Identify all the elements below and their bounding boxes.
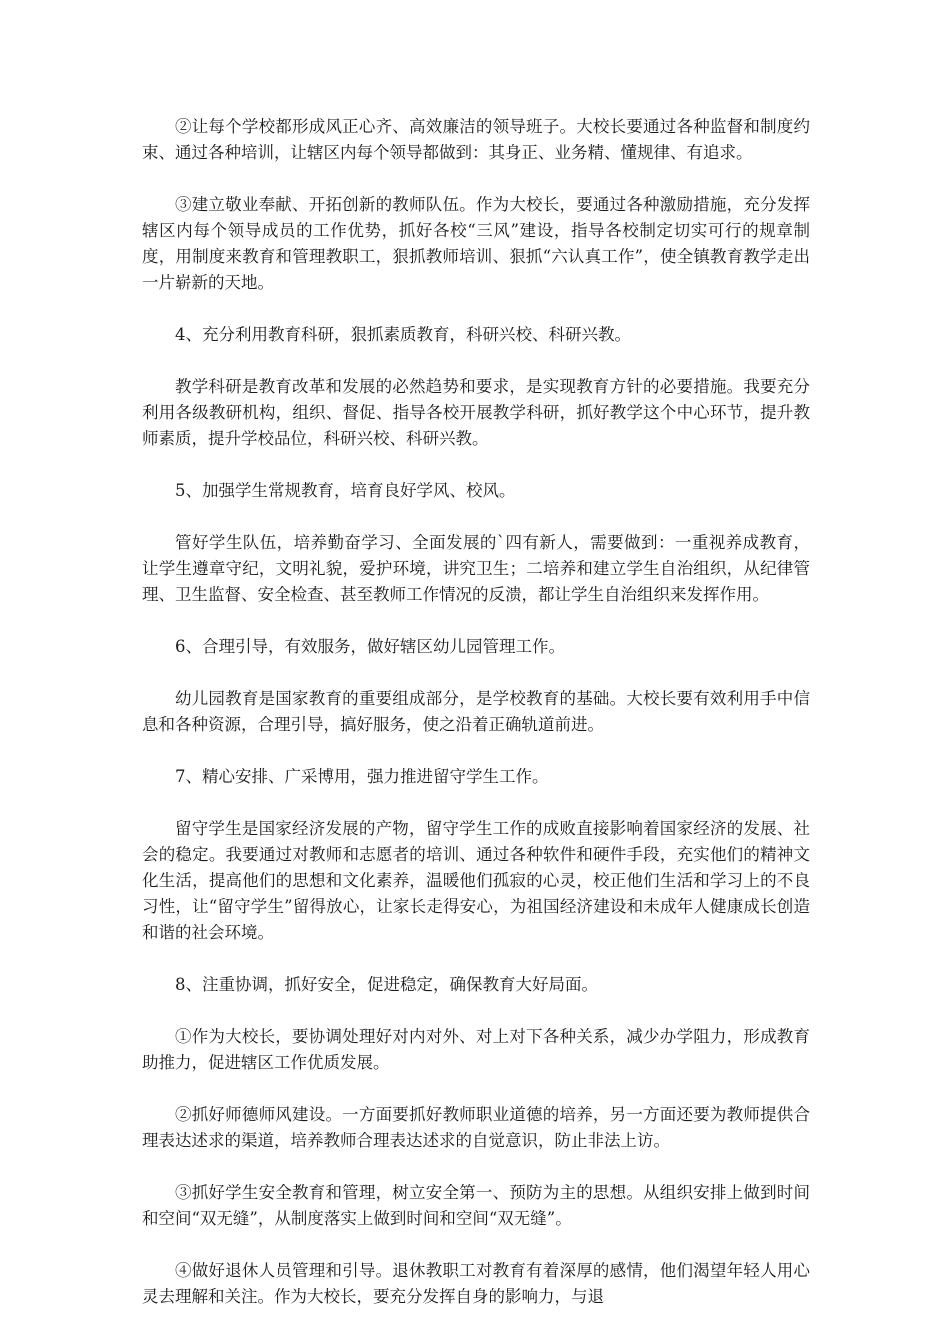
section-heading: 7、精心安排、广采博用，强力推进留守学生工作。 xyxy=(175,767,549,786)
section-heading: 4、充分利用教育科研，狠抓素质教育，科研兴校、科研兴教。 xyxy=(175,325,631,344)
paragraph: ②抓好师德师风建设。一方面要抓好教师职业道德的培养，另一方面还要为教师提供合理表达述求的渠道，培养教师合理表达述求的自觉意识，防止非法上访。 xyxy=(142,1105,810,1150)
paragraph: 管好学生队伍，培养勤奋学习、全面发展的`四有新人，需要做到：一重视养成教育，让学生遵章守纪，文明礼貌，爱护环境，讲究卫生；二培养和建立学生自治组织，从纪律管理、卫生监督、安全检查、甚至教师工作情况的反溃，都让学生自治组织来发挥作用。 xyxy=(142,533,810,604)
paragraph: ②让每个学校都形成风正心齐、高效廉洁的领导班子。大校长要通过各种监督和制度约束、通过各种培训，让辖区内每个领导都做到：其身正、业务精、懂规律、有追求。 xyxy=(142,117,810,162)
paragraph: 幼儿园教育是国家教育的重要组成部分，是学校教育的基础。大校长要有效利用手中信息和各种资源，合理引导，搞好服务，使之沿着正确轨道前进。 xyxy=(142,689,810,734)
section-heading: 5、加强学生常规教育，培育良好学风、校风。 xyxy=(175,481,516,500)
paragraph: ①作为大校长，要协调处理好对内对外、对上对下各种关系，减少办学阻力，形成教育助推力，促进辖区工作优质发展。 xyxy=(142,1027,810,1072)
section-heading: 8、注重协调，抓好安全，促进稳定，确保教育大好局面。 xyxy=(175,975,598,994)
paragraph: 教学科研是教育改革和发展的必然趋势和要求，是实现教育方针的必要措施。我要充分利用各级教研机构，组织、督促、指导各校开展教学科研，抓好教学这个中心环节，提升教师素质，提升学校品位，科研兴校、科研兴教。 xyxy=(142,377,810,448)
paragraph: ③抓好学生安全教育和管理，树立安全第一、预防为主的思想。从组织安排上做到时间和空间“双无缝”，从制度落实上做到时间和空间“双无缝”。 xyxy=(142,1183,810,1228)
paragraph: ④做好退休人员管理和引导。退休教职工对教育有着深厚的感情，他们渴望年轻人用心灵去理解和关注。作为大校长，要充分发挥自身的影响力，与退 xyxy=(142,1261,810,1306)
paragraph: 留守学生是国家经济发展的产物，留守学生工作的成败直接影响着国家经济的发展、社会的稳定。我要通过对教师和志愿者的培训、通过各种软件和硬件手段，充实他们的精神文化生活，提高他们的思想和文化素养，温暖他们孤寂的心灵，校正他们生活和学习上的不良习性，让“留守学生”留得放心，让家长走得安心，为祖国经济建设和未成年人健康成长创造和谐的社会环境。 xyxy=(142,819,810,942)
section-heading: 6、合理引导，有效服务，做好辖区幼儿园管理工作。 xyxy=(175,637,565,656)
paragraph: ③建立敬业奉献、开拓创新的教师队伍。作为大校长，要通过各种激励措施，充分发挥辖区内每个领导成员的工作优势，抓好各校“三风”建设，指导各校制定切实可行的规章制度，用制度来教育和管理教职工，狠抓教师培训、狠抓“六认真工作”，使全镇教育教学走出一片崭新的天地。 xyxy=(142,195,810,292)
document-body xyxy=(142,114,810,1336)
